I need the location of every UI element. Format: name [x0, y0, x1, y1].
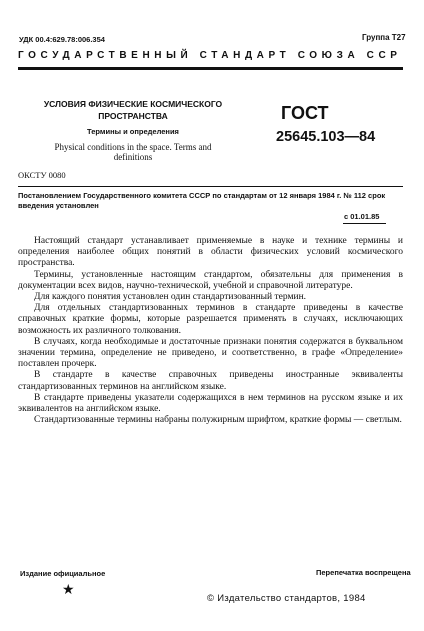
star-icon: ★ — [62, 583, 75, 598]
standard-title-en: Physical conditions in the space. Terms and definitions — [54, 142, 212, 162]
publisher-copyright: © Издательство стандартов, 1984 — [207, 593, 366, 604]
gost-number: 25645.103—84 — [276, 129, 376, 145]
body-text — [18, 236, 403, 426]
body-paragraph: В стандарте в качестве справочных приведены иностранные эквиваленты стандартизованных терминов на английском языке. — [18, 370, 403, 392]
standard-title-ru: УСЛОВИЯ ФИЗИЧЕСКИЕ КОСМИЧЕСКОГО ПРОСТРАНСТВА — [43, 99, 223, 121]
body-paragraph: Стандартизованные термины набраны полужирным шрифтом, краткие формы — светлым. — [34, 415, 402, 426]
decree-date-underline — [343, 223, 386, 224]
udk-code: УДК 00.4:629.78:006.354 — [19, 35, 105, 44]
official-edition-label: Издание официальное — [20, 569, 106, 578]
group-code: Группа Т27 — [362, 33, 406, 42]
middle-rule — [18, 186, 403, 187]
reprint-prohibited-label: Перепечатка воспрещена — [316, 568, 411, 577]
decree-text: Постановлением Государственного комитета СССР по стандартам от 12 января 1984 г. № 112 срок введения установлен — [18, 191, 386, 210]
okstu-code: ОКСТУ 0080 — [18, 170, 66, 180]
gost-label: ГОСТ — [281, 103, 329, 123]
top-rule — [18, 67, 403, 70]
body-paragraph: В случаях, когда необходимые и достаточные признаки понятия содержатся в буквальном значении термина, определение не приведено, и соответственно, в графе «Определение» поставлен прочерк. — [18, 336, 403, 370]
standard-subtitle-ru: Термины и определения — [87, 127, 179, 136]
decree-date: с 01.01.85 — [344, 212, 380, 221]
body-paragraph: В стандарте приведены указатели содержащихся в нем терминов на русском языке и их эквивалентов на английском языке. — [18, 392, 403, 415]
state-standard-title: ГОСУДАРСТВЕННЫЙ СТАНДАРТ СОЮЗА ССР — [18, 50, 402, 61]
body-paragraph: Термины, установленные настоящим стандартом, обязательны для применения в документации всех видов, научно-технической, учебной и справочной литературе. — [18, 269, 403, 291]
body-paragraph: Настоящий стандарт устанавливает применяемые в науке и технике термины и определения наиболее общих понятий в области физических условий космического пространства. — [18, 236, 403, 269]
body-paragraph: Для отдельных стандартизованных терминов в стандарте приведены в качестве справочных краткие формы, которые разрешается применять в случаях, исключающих возможность их различного толкования. — [18, 303, 403, 336]
body-paragraph: Для каждого понятия установлен один стандартизованный термин. — [34, 292, 307, 303]
